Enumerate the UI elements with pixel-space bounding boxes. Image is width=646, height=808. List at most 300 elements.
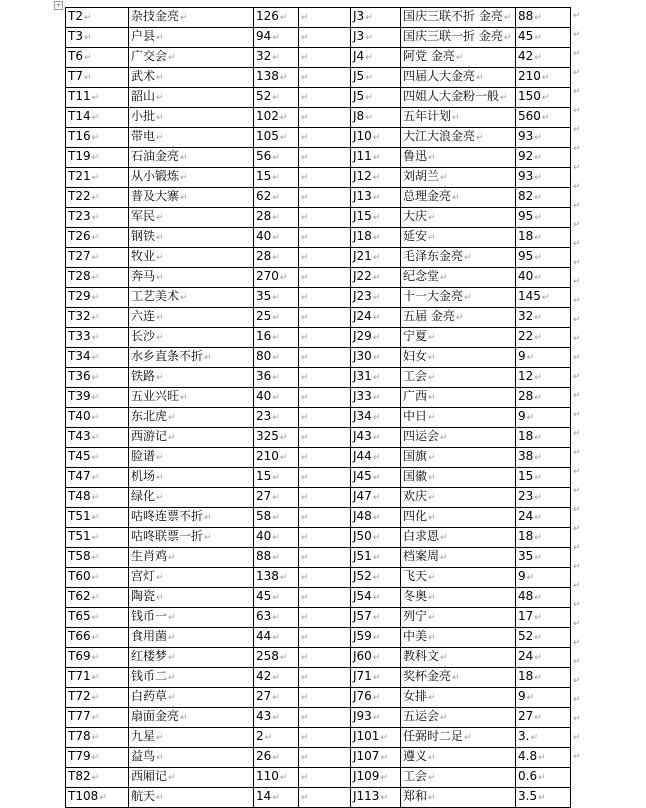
j-code-cell[interactable]: J21 ↵ (351, 248, 401, 268)
blank-cell[interactable] (299, 648, 351, 668)
j-name-cell[interactable]: 国徽 ↵ (401, 468, 516, 488)
j-code-cell[interactable]: J15 ↵ (351, 208, 401, 228)
j-price-cell[interactable]: 4.8 ↵ (516, 748, 571, 768)
j-price-cell[interactable]: 45 ↵ (516, 28, 571, 48)
blank-cell[interactable] (299, 328, 351, 348)
t-code-cell[interactable]: T66 ↵ (66, 628, 129, 648)
t-price-cell[interactable]: 325 ↵ (254, 428, 299, 448)
j-name-cell[interactable]: 刘胡兰 ↵ (401, 168, 516, 188)
t-code-cell[interactable]: T45 ↵ (66, 448, 129, 468)
t-code-cell[interactable]: T69 ↵ (66, 648, 129, 668)
t-code-cell[interactable]: T79 ↵ (66, 748, 129, 768)
j-price-cell[interactable]: 95 ↵ (516, 248, 571, 268)
j-price-cell[interactable]: 42 ↵ (516, 48, 571, 68)
blank-cell[interactable] (299, 728, 351, 748)
t-name-cell[interactable]: 户县 ↵ (129, 28, 254, 48)
j-name-cell[interactable]: 欢庆 ↵ (401, 488, 516, 508)
j-price-cell[interactable]: 9 ↵ (516, 568, 571, 588)
table-row (66, 28, 571, 48)
row-end-mark: ↵ (573, 334, 581, 344)
t-code-cell[interactable]: T40 ↵ (66, 408, 129, 428)
t-price-cell[interactable]: 25 ↵ (254, 308, 299, 328)
t-name-cell[interactable]: 广交会 ↵ (129, 48, 254, 68)
t-code-cell[interactable]: T51 ↵ (66, 528, 129, 548)
t-name-cell[interactable]: 水乡直条不折 ↵ (129, 348, 254, 368)
row-end-mark: ↵ (573, 676, 581, 686)
t-price-cell[interactable]: 63 ↵ (254, 608, 299, 628)
j-name-cell[interactable]: 教科文 ↵ (401, 648, 516, 668)
j-name-cell[interactable]: 四届人大金亮 ↵ (401, 68, 516, 88)
j-code-cell[interactable]: J11 ↵ (351, 148, 401, 168)
t-code-cell[interactable]: T2 ↵ (66, 8, 129, 28)
j-code-cell[interactable]: J45 ↵ (351, 468, 401, 488)
j-name-cell[interactable]: 白求恩 ↵ (401, 528, 516, 548)
t-name-cell[interactable]: 从小锻炼 ↵ (129, 168, 254, 188)
j-name-cell[interactable]: 工会 ↵ (401, 368, 516, 388)
t-name-cell[interactable]: 牧业 ↵ (129, 248, 254, 268)
j-code-cell[interactable]: J5 ↵ (351, 68, 401, 88)
j-price-cell[interactable]: 3. ↵ (516, 728, 571, 748)
blank-cell[interactable] (299, 768, 351, 788)
j-name-cell[interactable]: 毛泽东金亮 ↵ (401, 248, 516, 268)
t-price-cell[interactable]: 105 ↵ (254, 128, 299, 148)
t-price-cell[interactable]: 23 ↵ (254, 408, 299, 428)
t-code-cell[interactable]: T71 ↵ (66, 668, 129, 688)
t-price-cell[interactable]: 40 ↵ (254, 388, 299, 408)
t-price-cell[interactable]: 258 ↵ (254, 648, 299, 668)
t-name-cell[interactable]: 九星 ↵ (129, 728, 254, 748)
j-price-cell[interactable]: 95 ↵ (516, 208, 571, 228)
table-row (66, 368, 571, 388)
j-name-cell[interactable]: 五运会 ↵ (401, 708, 516, 728)
t-name-cell[interactable]: 益鸟 ↵ (129, 748, 254, 768)
j-code-cell[interactable]: J47 ↵ (351, 488, 401, 508)
j-code-cell[interactable]: J29 ↵ (351, 328, 401, 348)
blank-cell[interactable] (299, 308, 351, 328)
t-name-cell[interactable]: 东北虎 ↵ (129, 408, 254, 428)
blank-cell[interactable] (299, 108, 351, 128)
t-price-cell[interactable]: 40 ↵ (254, 228, 299, 248)
j-name-cell[interactable]: 中美 ↵ (401, 628, 516, 648)
blank-cell[interactable] (299, 608, 351, 628)
blank-cell[interactable] (299, 348, 351, 368)
j-price-cell[interactable]: 92 ↵ (516, 148, 571, 168)
j-price-cell[interactable]: 15 ↵ (516, 468, 571, 488)
j-code-cell[interactable]: J109 ↵ (351, 768, 401, 788)
j-name-cell[interactable]: 飞天 ↵ (401, 568, 516, 588)
j-code-cell[interactable]: J51 ↵ (351, 548, 401, 568)
j-code-cell[interactable]: J52 ↵ (351, 568, 401, 588)
t-name-cell[interactable]: 奔马 ↵ (129, 268, 254, 288)
j-code-cell[interactable]: J101 ↵ (351, 728, 401, 748)
t-name-cell[interactable]: 普及大寨 ↵ (129, 188, 254, 208)
t-code-cell[interactable]: T60 ↵ (66, 568, 129, 588)
t-name-cell[interactable]: 钱币二 ↵ (129, 668, 254, 688)
table-row (66, 328, 571, 348)
j-name-cell[interactable]: 四运会 ↵ (401, 428, 516, 448)
j-code-cell[interactable]: J33 ↵ (351, 388, 401, 408)
table-move-handle[interactable]: + (55, 2, 62, 9)
t-price-cell[interactable]: 26 ↵ (254, 748, 299, 768)
j-name-cell[interactable]: 任弼时二足 ↵ (401, 728, 516, 748)
t-name-cell[interactable]: 军民 ↵ (129, 208, 254, 228)
t-name-cell[interactable]: 宫灯 ↵ (129, 568, 254, 588)
t-code-cell[interactable]: T3 ↵ (66, 28, 129, 48)
blank-cell[interactable] (299, 128, 351, 148)
j-name-cell[interactable]: 宁夏 ↵ (401, 328, 516, 348)
j-code-cell[interactable]: J12 ↵ (351, 168, 401, 188)
t-name-cell[interactable]: 航天 ↵ (129, 788, 254, 808)
t-name-cell[interactable]: 韶山 ↵ (129, 88, 254, 108)
t-price-cell[interactable]: 270 ↵ (254, 268, 299, 288)
t-code-cell[interactable]: T34 ↵ (66, 348, 129, 368)
t-price-cell[interactable]: 44 ↵ (254, 628, 299, 648)
j-name-cell[interactable]: 五届 金亮 ↵ (401, 308, 516, 328)
row-end-mark: ↵ (573, 524, 581, 534)
j-name-cell[interactable]: 女排 ↵ (401, 688, 516, 708)
blank-cell[interactable] (299, 408, 351, 428)
j-code-cell[interactable]: J71 ↵ (351, 668, 401, 688)
blank-cell[interactable] (299, 148, 351, 168)
t-code-cell[interactable]: T23 ↵ (66, 208, 129, 228)
j-name-cell[interactable]: 阿党 金亮 ↵ (401, 48, 516, 68)
t-name-cell[interactable]: 五业兴旺 ↵ (129, 388, 254, 408)
j-price-cell[interactable]: 210 ↵ (516, 68, 571, 88)
j-name-cell[interactable]: 四姐人大金粉一般 ↵ (401, 88, 516, 108)
blank-cell[interactable] (299, 508, 351, 528)
t-code-cell[interactable]: T22 ↵ (66, 188, 129, 208)
t-code-cell[interactable]: T65 ↵ (66, 608, 129, 628)
t-price-cell[interactable]: 62 ↵ (254, 188, 299, 208)
blank-cell[interactable] (299, 248, 351, 268)
t-code-cell[interactable]: T78 ↵ (66, 728, 129, 748)
blank-cell[interactable] (299, 428, 351, 448)
j-price-cell[interactable]: 24 ↵ (516, 508, 571, 528)
j-price-cell[interactable]: 12 ↵ (516, 368, 571, 388)
row-end-mark: ↵ (573, 448, 581, 458)
t-name-cell[interactable]: 机场 ↵ (129, 468, 254, 488)
t-code-cell[interactable]: T11 ↵ (66, 88, 129, 108)
t-name-cell[interactable]: 脸谱 ↵ (129, 448, 254, 468)
blank-cell[interactable] (299, 468, 351, 488)
j-code-cell[interactable]: J34 ↵ (351, 408, 401, 428)
j-code-cell[interactable]: J8 ↵ (351, 108, 401, 128)
j-code-cell[interactable]: J5 ↵ (351, 88, 401, 108)
j-price-cell[interactable]: 93 ↵ (516, 168, 571, 188)
blank-cell[interactable] (299, 28, 351, 48)
j-name-cell[interactable]: 十一大金亮 ↵ (401, 288, 516, 308)
j-code-cell[interactable]: J4 ↵ (351, 48, 401, 68)
t-code-cell[interactable]: T82 ↵ (66, 768, 129, 788)
j-code-cell[interactable]: J43 ↵ (351, 428, 401, 448)
t-code-cell[interactable]: T29 ↵ (66, 288, 129, 308)
j-code-cell[interactable]: J54 ↵ (351, 588, 401, 608)
j-code-cell[interactable]: J50 ↵ (351, 528, 401, 548)
t-price-cell[interactable]: 28 ↵ (254, 248, 299, 268)
j-price-cell[interactable]: 17 ↵ (516, 608, 571, 628)
t-code-cell[interactable]: T48 ↵ (66, 488, 129, 508)
j-name-cell[interactable]: 鲁迅 ↵ (401, 148, 516, 168)
j-name-cell[interactable]: 五年计划 ↵ (401, 108, 516, 128)
j-price-cell[interactable]: 150 ↵ (516, 88, 571, 108)
j-name-cell[interactable]: 总理金亮 ↵ (401, 188, 516, 208)
blank-cell[interactable] (299, 388, 351, 408)
t-name-cell[interactable]: 杂技金亮 ↵ (129, 8, 254, 28)
t-price-cell[interactable]: 43 ↵ (254, 708, 299, 728)
j-price-cell[interactable]: 22 ↵ (516, 328, 571, 348)
t-price-cell[interactable]: 2 ↵ (254, 728, 299, 748)
t-code-cell[interactable]: T28 ↵ (66, 268, 129, 288)
row-end-mark: ↵ (573, 543, 581, 553)
blank-cell[interactable] (299, 268, 351, 288)
blank-cell[interactable] (299, 208, 351, 228)
stamp-price-table (65, 7, 571, 808)
t-code-cell[interactable]: T16 ↵ (66, 128, 129, 148)
t-price-cell[interactable]: 16 ↵ (254, 328, 299, 348)
t-price-cell[interactable]: 138 ↵ (254, 568, 299, 588)
j-code-cell[interactable]: J113 ↵ (351, 788, 401, 808)
t-price-cell[interactable]: 45 ↵ (254, 588, 299, 608)
row-end-mark: ↵ (573, 258, 581, 268)
row-end-mark: ↵ (573, 106, 581, 116)
t-price-cell[interactable]: 94 ↵ (254, 28, 299, 48)
j-price-cell[interactable]: 52 ↵ (516, 628, 571, 648)
t-name-cell[interactable]: 长沙 ↵ (129, 328, 254, 348)
t-code-cell[interactable]: T21 ↵ (66, 168, 129, 188)
t-price-cell[interactable]: 15 ↵ (254, 168, 299, 188)
j-code-cell[interactable]: J48 ↵ (351, 508, 401, 528)
t-price-cell[interactable]: 15 ↵ (254, 468, 299, 488)
t-code-cell[interactable]: T77 ↵ (66, 708, 129, 728)
t-code-cell[interactable]: T58 ↵ (66, 548, 129, 568)
j-code-cell[interactable]: J23 ↵ (351, 288, 401, 308)
j-name-cell[interactable]: 国庆三联不折 金亮 ↵ (401, 8, 516, 28)
t-price-cell[interactable]: 35 ↵ (254, 288, 299, 308)
blank-cell[interactable] (299, 368, 351, 388)
j-price-cell[interactable]: 24 ↵ (516, 648, 571, 668)
j-price-cell[interactable]: 18 ↵ (516, 528, 571, 548)
t-price-cell[interactable]: 126 ↵ (254, 8, 299, 28)
j-code-cell[interactable]: J57 ↵ (351, 608, 401, 628)
j-price-cell[interactable]: 0.6 ↵ (516, 768, 571, 788)
t-name-cell[interactable]: 武术 ↵ (129, 68, 254, 88)
t-name-cell[interactable]: 钱币一 ↵ (129, 608, 254, 628)
j-price-cell[interactable]: 23 ↵ (516, 488, 571, 508)
t-price-cell[interactable]: 36 ↵ (254, 368, 299, 388)
t-name-cell[interactable]: 陶瓷 ↵ (129, 588, 254, 608)
t-price-cell[interactable]: 210 ↵ (254, 448, 299, 468)
t-name-cell[interactable]: 铁路 ↵ (129, 368, 254, 388)
j-code-cell[interactable]: J59 ↵ (351, 628, 401, 648)
t-name-cell[interactable]: 绿化 ↵ (129, 488, 254, 508)
j-code-cell[interactable]: J3 ↵ (351, 8, 401, 28)
j-price-cell[interactable]: 40 ↵ (516, 268, 571, 288)
j-name-cell[interactable]: 郑和 ↵ (401, 788, 516, 808)
t-price-cell[interactable]: 58 ↵ (254, 508, 299, 528)
j-code-cell[interactable]: J10 ↵ (351, 128, 401, 148)
blank-cell[interactable] (299, 48, 351, 68)
t-price-cell[interactable]: 88 ↵ (254, 548, 299, 568)
j-name-cell[interactable]: 国旗 ↵ (401, 448, 516, 468)
blank-cell[interactable] (299, 168, 351, 188)
t-code-cell[interactable]: T7 ↵ (66, 68, 129, 88)
row-end-mark: ↵ (573, 87, 581, 97)
j-price-cell[interactable]: 9 ↵ (516, 408, 571, 428)
blank-cell[interactable] (299, 748, 351, 768)
j-price-cell[interactable]: 48 ↵ (516, 588, 571, 608)
blank-cell[interactable] (299, 668, 351, 688)
row-end-mark: ↵ (573, 600, 581, 610)
t-name-cell[interactable]: 石油金亮 ↵ (129, 148, 254, 168)
j-name-cell[interactable]: 奖杯金亮 ↵ (401, 668, 516, 688)
blank-cell[interactable] (299, 8, 351, 28)
blank-cell[interactable] (299, 568, 351, 588)
j-name-cell[interactable]: 纪念堂 ↵ (401, 268, 516, 288)
t-name-cell[interactable]: 西厢记 ↵ (129, 768, 254, 788)
j-price-cell[interactable]: 9 ↵ (516, 688, 571, 708)
t-name-cell[interactable]: 西游记 ↵ (129, 428, 254, 448)
t-price-cell[interactable]: 56 ↵ (254, 148, 299, 168)
blank-cell[interactable] (299, 708, 351, 728)
j-price-cell[interactable]: 560 ↵ (516, 108, 571, 128)
j-code-cell[interactable]: J31 ↵ (351, 368, 401, 388)
j-price-cell[interactable]: 27 ↵ (516, 708, 571, 728)
blank-cell[interactable] (299, 68, 351, 88)
blank-cell[interactable] (299, 548, 351, 568)
t-code-cell[interactable]: T108 ↵ (66, 788, 129, 808)
j-name-cell[interactable]: 广西 ↵ (401, 388, 516, 408)
j-code-cell[interactable]: J76 ↵ (351, 688, 401, 708)
t-price-cell[interactable]: 102 ↵ (254, 108, 299, 128)
t-price-cell[interactable]: 28 ↵ (254, 208, 299, 228)
t-price-cell[interactable]: 138 ↵ (254, 68, 299, 88)
blank-cell[interactable] (299, 448, 351, 468)
j-name-cell[interactable]: 遵义 ↵ (401, 748, 516, 768)
t-name-cell[interactable]: 六连 ↵ (129, 308, 254, 328)
j-name-cell[interactable]: 延安 ↵ (401, 228, 516, 248)
t-code-cell[interactable]: T62 ↵ (66, 588, 129, 608)
t-name-cell[interactable]: 红楼梦 ↵ (129, 648, 254, 668)
j-name-cell[interactable]: 档案周 ↵ (401, 548, 516, 568)
blank-cell[interactable] (299, 228, 351, 248)
table-row (66, 68, 571, 88)
t-price-cell[interactable]: 80 ↵ (254, 348, 299, 368)
j-code-cell[interactable]: J93 ↵ (351, 708, 401, 728)
j-code-cell[interactable]: J22 ↵ (351, 268, 401, 288)
blank-cell[interactable] (299, 528, 351, 548)
blank-cell[interactable] (299, 188, 351, 208)
j-price-cell[interactable]: 145 ↵ (516, 288, 571, 308)
j-price-cell[interactable]: 88 ↵ (516, 8, 571, 28)
j-price-cell[interactable]: 38 ↵ (516, 448, 571, 468)
t-code-cell[interactable]: T43 ↵ (66, 428, 129, 448)
row-end-mark: ↵ (573, 486, 581, 496)
t-code-cell[interactable]: T36 ↵ (66, 368, 129, 388)
j-name-cell[interactable]: 大庆 ↵ (401, 208, 516, 228)
j-price-cell[interactable]: 28 ↵ (516, 388, 571, 408)
j-code-cell[interactable]: J107 ↵ (351, 748, 401, 768)
t-price-cell[interactable]: 27 ↵ (254, 688, 299, 708)
t-code-cell[interactable]: T27 ↵ (66, 248, 129, 268)
t-price-cell[interactable]: 27 ↵ (254, 488, 299, 508)
t-code-cell[interactable]: T47 ↵ (66, 468, 129, 488)
j-price-cell[interactable]: 9 ↵ (516, 348, 571, 368)
j-price-cell[interactable]: 18 ↵ (516, 228, 571, 248)
t-name-cell[interactable]: 带电 ↵ (129, 128, 254, 148)
j-price-cell[interactable]: 18 ↵ (516, 668, 571, 688)
j-name-cell[interactable]: 列宁 ↵ (401, 608, 516, 628)
t-price-cell[interactable]: 52 ↵ (254, 88, 299, 108)
t-price-cell[interactable]: 32 ↵ (254, 48, 299, 68)
t-code-cell[interactable]: T72 ↵ (66, 688, 129, 708)
blank-cell[interactable] (299, 88, 351, 108)
j-name-cell[interactable]: 四化 ↵ (401, 508, 516, 528)
t-code-cell[interactable]: T39 ↵ (66, 388, 129, 408)
t-code-cell[interactable]: T6 ↵ (66, 48, 129, 68)
j-code-cell[interactable]: J18 ↵ (351, 228, 401, 248)
t-name-cell[interactable]: 钢铁 ↵ (129, 228, 254, 248)
t-code-cell[interactable]: T14 ↵ (66, 108, 129, 128)
j-code-cell[interactable]: J30 ↵ (351, 348, 401, 368)
j-code-cell[interactable]: J24 ↵ (351, 308, 401, 328)
j-name-cell[interactable]: 中日 ↵ (401, 408, 516, 428)
t-code-cell[interactable]: T26 ↵ (66, 228, 129, 248)
t-code-cell[interactable]: T19 ↵ (66, 148, 129, 168)
t-name-cell[interactable]: 生肖鸡 ↵ (129, 548, 254, 568)
j-price-cell[interactable]: 32 ↵ (516, 308, 571, 328)
blank-cell[interactable] (299, 588, 351, 608)
j-code-cell[interactable]: J13 ↵ (351, 188, 401, 208)
j-code-cell[interactable]: J44 ↵ (351, 448, 401, 468)
j-code-cell[interactable]: J3 ↵ (351, 28, 401, 48)
t-code-cell[interactable]: T51 ↵ (66, 508, 129, 528)
j-name-cell[interactable]: 工会 ↵ (401, 768, 516, 788)
t-name-cell[interactable]: 咕咚连票不折 ↵ (129, 508, 254, 528)
j-name-cell[interactable]: 妇女 ↵ (401, 348, 516, 368)
j-price-cell[interactable]: 18 ↵ (516, 428, 571, 448)
j-price-cell[interactable]: 82 ↵ (516, 188, 571, 208)
t-name-cell[interactable]: 工艺美术 ↵ (129, 288, 254, 308)
t-code-cell[interactable]: T32 ↵ (66, 308, 129, 328)
t-price-cell[interactable]: 110 ↵ (254, 768, 299, 788)
t-name-cell[interactable]: 食用菌 ↵ (129, 628, 254, 648)
t-name-cell[interactable]: 扇面金亮 ↵ (129, 708, 254, 728)
table-row (66, 488, 571, 508)
j-price-cell[interactable]: 3.5 ↵ (516, 788, 571, 808)
j-name-cell[interactable]: 大江大浪金亮 ↵ (401, 128, 516, 148)
j-code-cell[interactable]: J60 ↵ (351, 648, 401, 668)
j-price-cell[interactable]: 93 ↵ (516, 128, 571, 148)
j-name-cell[interactable]: 冬奥 ↵ (401, 588, 516, 608)
row-end-mark: ↵ (573, 619, 581, 629)
blank-cell[interactable] (299, 788, 351, 808)
blank-cell[interactable] (299, 688, 351, 708)
t-code-cell[interactable]: T33 ↵ (66, 328, 129, 348)
j-price-cell[interactable]: 35 ↵ (516, 548, 571, 568)
t-name-cell[interactable]: 白药草 ↵ (129, 688, 254, 708)
t-price-cell[interactable]: 40 ↵ (254, 528, 299, 548)
t-price-cell[interactable]: 14 ↵ (254, 788, 299, 808)
row-end-mark: ↵ (573, 695, 581, 705)
t-name-cell[interactable]: 小批 ↵ (129, 108, 254, 128)
blank-cell[interactable] (299, 628, 351, 648)
t-price-cell[interactable]: 42 ↵ (254, 668, 299, 688)
t-name-cell[interactable]: 咕咚联票一折 ↵ (129, 528, 254, 548)
j-name-cell[interactable]: 国庆三联一折 金亮 ↵ (401, 28, 516, 48)
blank-cell[interactable] (299, 488, 351, 508)
blank-cell[interactable] (299, 288, 351, 308)
row-end-mark: ↵ (573, 733, 581, 743)
